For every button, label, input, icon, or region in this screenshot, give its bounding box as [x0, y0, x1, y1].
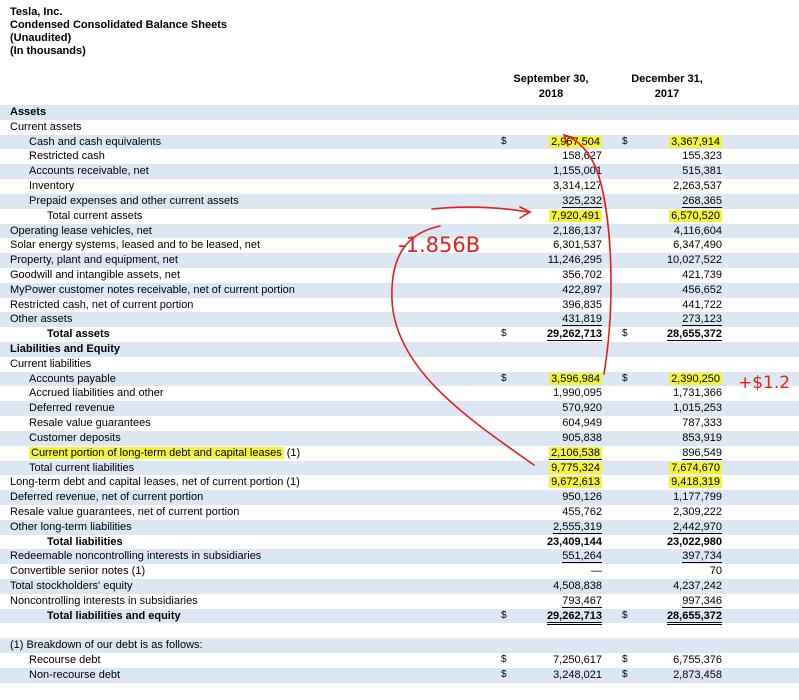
row-label: [10, 312, 72, 327]
value-sep-2018-text: —: [591, 565, 602, 578]
value-sep-2018: [502, 490, 602, 505]
table-row: [0, 549, 799, 564]
dollar-sign: $: [501, 609, 507, 621]
row-label: [29, 386, 164, 401]
row-label-text: Convertible senior notes (1): [10, 565, 146, 578]
table-row: [0, 253, 799, 268]
value-dec-2017: [622, 446, 722, 461]
units-note: (In thousands): [10, 45, 86, 57]
row-label: [10, 490, 203, 505]
value-dec-2017-text: 10,027,522: [666, 254, 722, 267]
row-label-text: Property, plant and equipment, net: [10, 254, 178, 267]
row-label-footnote: (1): [283, 446, 301, 459]
value-sep-2018: [502, 194, 602, 209]
row-label-text: Liabilities and Equity: [10, 343, 121, 355]
row-label-text: Total current assets: [47, 209, 143, 222]
value-sep-2018-text: 793,467: [562, 594, 602, 607]
row-label-text: Resale value guarantees, net of current portion: [10, 505, 240, 518]
value-sep-2018: [502, 149, 602, 164]
value-dec-2017: [622, 490, 722, 505]
value-dec-2017: [622, 609, 722, 624]
value-dec-2017-text: 6,570,520: [671, 209, 720, 222]
row-label-text: Resale value guarantees: [29, 417, 151, 430]
value-dec-2017: [622, 238, 722, 253]
value-sep-2018-text: 9,775,324: [551, 461, 600, 474]
value-sep-2018: [502, 549, 602, 564]
value-dec-2017: [622, 327, 722, 342]
value-dec-2017: [622, 179, 722, 194]
row-label-text: Total stockholders' equity: [10, 580, 133, 592]
row-label: [10, 268, 180, 283]
value-dec-2017: [622, 312, 722, 327]
value-dec-2017-text: 2,309,222: [673, 505, 722, 518]
value-dec-2017: [622, 431, 722, 446]
unaudited-note: (Unaudited): [10, 32, 72, 44]
value-sep-2018-text: 6,301,537: [553, 239, 602, 252]
value-sep-2018-text: 455,762: [562, 505, 602, 518]
column-header-year: 2017: [654, 88, 680, 100]
row-label-text: Prepaid expenses and other current assets: [29, 194, 239, 207]
table-row: [0, 475, 799, 490]
value-dec-2017-text: 7,674,670: [671, 461, 720, 474]
value-sep-2018: [502, 505, 602, 520]
value-sep-2018-text: 4,508,838: [553, 580, 602, 592]
row-label-text: Long-term debt and capital leases, net of current portion (1): [10, 476, 300, 489]
row-label: [10, 238, 260, 253]
table-row: [0, 446, 799, 461]
value-sep-2018: [502, 594, 602, 609]
value-dec-2017-text: 9,418,319: [671, 476, 720, 489]
value-dec-2017: [622, 386, 722, 401]
value-sep-2018: [502, 386, 602, 401]
row-label: [47, 327, 110, 342]
column-header-dec-2017: [612, 72, 722, 102]
row-label-text: Accrued liabilities and other: [29, 387, 164, 400]
row-label: [29, 194, 239, 209]
table-row: [0, 638, 799, 653]
table-row: [0, 535, 799, 550]
table-row: [0, 668, 799, 683]
table-row: [0, 238, 799, 253]
value-dec-2017-text: 4,116,604: [673, 224, 722, 237]
value-sep-2018: [502, 283, 602, 298]
value-sep-2018: [502, 372, 602, 387]
row-label: [29, 372, 116, 387]
value-dec-2017: [622, 253, 722, 268]
value-sep-2018: [502, 461, 602, 476]
table-row: [0, 224, 799, 239]
value-dec-2017: [622, 372, 722, 387]
table-row: [0, 312, 799, 327]
table-row: [0, 505, 799, 520]
annotation-left: -1.856B: [398, 233, 481, 257]
value-sep-2018-text: 29,262,713: [547, 328, 602, 343]
row-label: [10, 224, 152, 239]
table-row: [0, 579, 799, 594]
table-row: [0, 490, 799, 505]
row-label: [29, 149, 105, 164]
row-label-text: Other long-term liabilities: [10, 520, 132, 533]
row-label-text: Deferred revenue: [29, 402, 115, 415]
table-row: [0, 135, 799, 150]
value-dec-2017-text: 2,390,250: [671, 372, 720, 385]
value-dec-2017: [622, 579, 722, 594]
row-label: [47, 535, 123, 550]
row-label: [10, 298, 193, 313]
table-row: [0, 594, 799, 609]
row-label-text: Redeemable noncontrolling interests in subsidiaries: [10, 550, 262, 563]
value-dec-2017: [622, 461, 722, 476]
table-row: [0, 194, 799, 209]
value-sep-2018-text: 325,232: [562, 194, 602, 207]
value-sep-2018: [502, 209, 602, 224]
value-dec-2017-text: 23,022,980: [666, 535, 722, 548]
value-dec-2017: [622, 283, 722, 298]
value-dec-2017-text: 441,722: [682, 298, 722, 311]
value-dec-2017-text: 273,123: [682, 313, 722, 326]
balance-sheet-table: [0, 105, 799, 683]
value-dec-2017: [622, 209, 722, 224]
value-dec-2017-text: 1,177,799: [673, 491, 722, 504]
value-dec-2017-text: 515,381: [682, 165, 722, 178]
table-row: [0, 431, 799, 446]
table-row: [0, 401, 799, 416]
value-dec-2017-text: 268,365: [682, 194, 722, 207]
row-label-text: Cash and cash equivalents: [29, 135, 162, 148]
row-label-text: MyPower customer notes receivable, net of current portion: [10, 283, 295, 296]
row-label-text: Total assets: [47, 328, 110, 341]
value-sep-2018: [502, 416, 602, 431]
row-label: [29, 461, 134, 476]
value-dec-2017-text: 2,873,458: [673, 668, 722, 681]
table-row: [0, 327, 799, 342]
value-sep-2018: [502, 609, 602, 624]
value-dec-2017-text: 421,739: [682, 268, 722, 281]
dollar-sign: $: [501, 328, 507, 340]
row-label-text: Inventory: [29, 180, 75, 193]
value-sep-2018: [502, 298, 602, 313]
value-sep-2018: [502, 253, 602, 268]
row-label-text: Total liabilities and equity: [47, 609, 181, 622]
value-dec-2017-text: 6,755,376: [673, 654, 722, 667]
value-dec-2017-text: 3,367,914: [671, 135, 720, 148]
value-sep-2018-text: 356,702: [562, 268, 602, 281]
value-dec-2017: [622, 149, 722, 164]
value-dec-2017-text: 4,237,242: [673, 580, 722, 592]
value-sep-2018-text: 551,264: [562, 550, 602, 563]
value-dec-2017: [622, 653, 722, 668]
dollar-sign: $: [622, 668, 628, 680]
value-sep-2018: [502, 475, 602, 490]
value-sep-2018-text: 2,106,538: [551, 446, 600, 459]
dollar-sign: $: [622, 372, 628, 384]
value-sep-2018-text: 158,627: [562, 150, 602, 163]
value-dec-2017-text: 6,347,490: [673, 239, 722, 252]
dollar-sign: $: [622, 135, 628, 147]
row-label-text: Assets: [10, 106, 47, 118]
value-sep-2018-text: 11,246,295: [547, 254, 602, 267]
row-label-text: Total current liabilities: [29, 461, 135, 474]
row-label-text: Recourse debt: [29, 654, 101, 667]
table-row: [0, 416, 799, 431]
value-dec-2017: [622, 135, 722, 150]
table-row: [0, 609, 799, 624]
row-label-text: Other assets: [10, 313, 73, 326]
row-label: [29, 416, 151, 431]
value-sep-2018-text: 431,819: [562, 313, 602, 326]
value-dec-2017-text: 2,263,537: [673, 180, 722, 193]
value-dec-2017: [622, 401, 722, 416]
column-header-line: December 31,: [631, 73, 703, 85]
row-label-text: (1) Breakdown of our debt is as follows:: [10, 639, 203, 652]
value-sep-2018-text: 23,409,144: [546, 535, 602, 548]
value-sep-2018: [502, 520, 602, 535]
table-row: [0, 653, 799, 668]
row-label: [29, 179, 74, 194]
row-label: [10, 357, 91, 372]
value-dec-2017-text: 397,734: [682, 550, 722, 563]
value-dec-2017: [622, 535, 722, 550]
row-label: [29, 431, 121, 446]
row-label-text: Accounts receivable, net: [29, 165, 149, 178]
table-row: [0, 209, 799, 224]
value-sep-2018: [502, 564, 602, 579]
value-sep-2018-text: 2,967,504: [551, 135, 600, 148]
value-sep-2018-text: 3,596,984: [551, 372, 600, 385]
table-row: [0, 164, 799, 179]
row-label: [10, 564, 145, 579]
value-sep-2018-text: 3,314,127: [553, 180, 602, 193]
row-label-text: Restricted cash: [29, 150, 105, 163]
dollar-sign: $: [501, 135, 507, 147]
table-row: [0, 120, 799, 135]
value-sep-2018: [502, 179, 602, 194]
row-label-text: Deferred revenue, net of current portion: [10, 491, 204, 504]
value-dec-2017: [622, 224, 722, 239]
value-dec-2017: [622, 668, 722, 683]
row-label-text: Solar energy systems, leased and to be leased, net: [10, 239, 261, 252]
table-row: [0, 623, 799, 638]
table-row: [0, 283, 799, 298]
value-sep-2018: [502, 401, 602, 416]
value-sep-2018: [502, 224, 602, 239]
value-sep-2018-text: 1,155,001: [553, 165, 602, 178]
value-sep-2018-text: 7,920,491: [551, 209, 600, 222]
value-dec-2017-text: 28,655,372: [667, 328, 722, 343]
row-label: [10, 342, 120, 357]
value-sep-2018: [502, 446, 602, 461]
row-label: [29, 401, 115, 416]
row-label: [10, 638, 203, 653]
value-sep-2018: [502, 238, 602, 253]
row-label-text: Restricted cash, net of current portion: [10, 298, 194, 311]
value-sep-2018: [502, 535, 602, 550]
value-sep-2018-text: 950,126: [562, 491, 602, 504]
column-header-sep-2018: [496, 72, 606, 102]
statement-title: Condensed Consolidated Balance Sheets: [10, 19, 227, 31]
table-row: [0, 149, 799, 164]
row-label: [47, 209, 142, 224]
row-label: [10, 505, 239, 520]
value-dec-2017-text: 896,549: [682, 446, 722, 459]
value-dec-2017: [622, 520, 722, 535]
value-dec-2017-text: 2,442,970: [673, 520, 722, 533]
row-label-text: Non-recourse debt: [29, 668, 121, 681]
value-dec-2017: [622, 164, 722, 179]
value-sep-2018-text: 422,897: [562, 283, 602, 296]
value-dec-2017: [622, 298, 722, 313]
value-sep-2018: [502, 327, 602, 342]
table-row: [0, 520, 799, 535]
row-label-text: Current portion of long-term debt and capital leases: [31, 446, 282, 459]
column-header-line: September 30,: [513, 73, 589, 85]
value-dec-2017-text: 853,919: [682, 431, 722, 444]
row-label: [47, 609, 181, 624]
value-dec-2017: [622, 475, 722, 490]
row-label: [10, 594, 198, 609]
value-sep-2018: [502, 135, 602, 150]
row-label: [29, 653, 101, 668]
column-header-year: 2018: [538, 88, 564, 100]
row-label: [10, 475, 300, 490]
row-label: [29, 164, 149, 179]
value-sep-2018: [502, 579, 602, 594]
table-row: [0, 298, 799, 313]
row-label-text: Customer deposits: [29, 431, 121, 444]
value-sep-2018-text: 2,186,137: [553, 224, 602, 237]
value-sep-2018: [502, 312, 602, 327]
value-dec-2017-text: 1,731,366: [673, 387, 722, 400]
value-dec-2017-text: 1,015,253: [673, 402, 722, 415]
row-label-text: Current liabilities: [10, 357, 92, 370]
row-label: [29, 446, 300, 461]
dollar-sign: $: [501, 372, 507, 384]
value-sep-2018-text: 1,990,095: [553, 387, 602, 400]
value-sep-2018: [502, 431, 602, 446]
table-row: [0, 342, 799, 357]
value-sep-2018-text: 29,262,713: [547, 610, 602, 625]
value-sep-2018: [502, 668, 602, 683]
row-label-text: Accounts payable: [29, 372, 116, 385]
row-label: [10, 105, 46, 120]
row-label-text: Total liabilities: [47, 535, 123, 548]
value-dec-2017-text: 456,652: [682, 283, 722, 296]
value-dec-2017-text: 787,333: [682, 417, 722, 430]
dollar-sign: $: [501, 668, 507, 680]
table-row: [0, 357, 799, 372]
value-sep-2018-text: 905,838: [562, 431, 602, 444]
table-row: [0, 179, 799, 194]
value-sep-2018-text: 3,248,021: [553, 668, 602, 681]
row-label: [10, 120, 82, 135]
dollar-sign: $: [622, 609, 628, 621]
value-dec-2017-text: 70: [709, 565, 722, 578]
table-row: [0, 564, 799, 579]
value-sep-2018-text: 570,920: [562, 402, 602, 415]
table-row: [0, 461, 799, 476]
table-row: [0, 386, 799, 401]
row-label: [10, 549, 261, 564]
annotation-right: +$1.2: [738, 373, 791, 393]
row-label-text: Current assets: [10, 120, 82, 133]
value-sep-2018-text: 2,555,319: [553, 520, 602, 533]
dollar-sign: $: [622, 654, 628, 666]
value-dec-2017-text: 155,323: [682, 150, 722, 163]
value-dec-2017: [622, 594, 722, 609]
value-sep-2018-text: 396,835: [562, 298, 602, 311]
dollar-sign: $: [501, 654, 507, 666]
table-row: [0, 372, 799, 387]
row-label: [10, 520, 132, 535]
value-dec-2017: [622, 416, 722, 431]
table-row: [0, 105, 799, 120]
row-label: [10, 283, 295, 298]
value-dec-2017: [622, 505, 722, 520]
row-label-text: Operating lease vehicles, net: [10, 224, 152, 237]
value-sep-2018-text: 604,949: [562, 417, 602, 430]
value-dec-2017: [622, 268, 722, 283]
value-dec-2017: [622, 549, 722, 564]
value-sep-2018: [502, 653, 602, 668]
value-dec-2017: [622, 564, 722, 579]
value-dec-2017-text: 28,655,372: [667, 610, 722, 625]
value-dec-2017-text: 997,346: [682, 594, 722, 607]
value-sep-2018-text: 9,672,613: [551, 476, 600, 489]
company-name: Tesla, Inc.: [10, 6, 63, 18]
row-label: [29, 668, 120, 683]
dollar-sign: $: [622, 328, 628, 340]
row-label: [10, 253, 178, 268]
value-dec-2017: [622, 194, 722, 209]
value-sep-2018: [502, 268, 602, 283]
value-sep-2018-text: 7,250,617: [553, 654, 602, 667]
row-label-text: Goodwill and intangible assets, net: [10, 268, 180, 281]
row-label: [10, 579, 133, 594]
table-row: [0, 268, 799, 283]
value-sep-2018: [502, 164, 602, 179]
row-label: [29, 135, 161, 150]
row-label-text: Noncontrolling interests in subsidiaries: [10, 594, 198, 607]
